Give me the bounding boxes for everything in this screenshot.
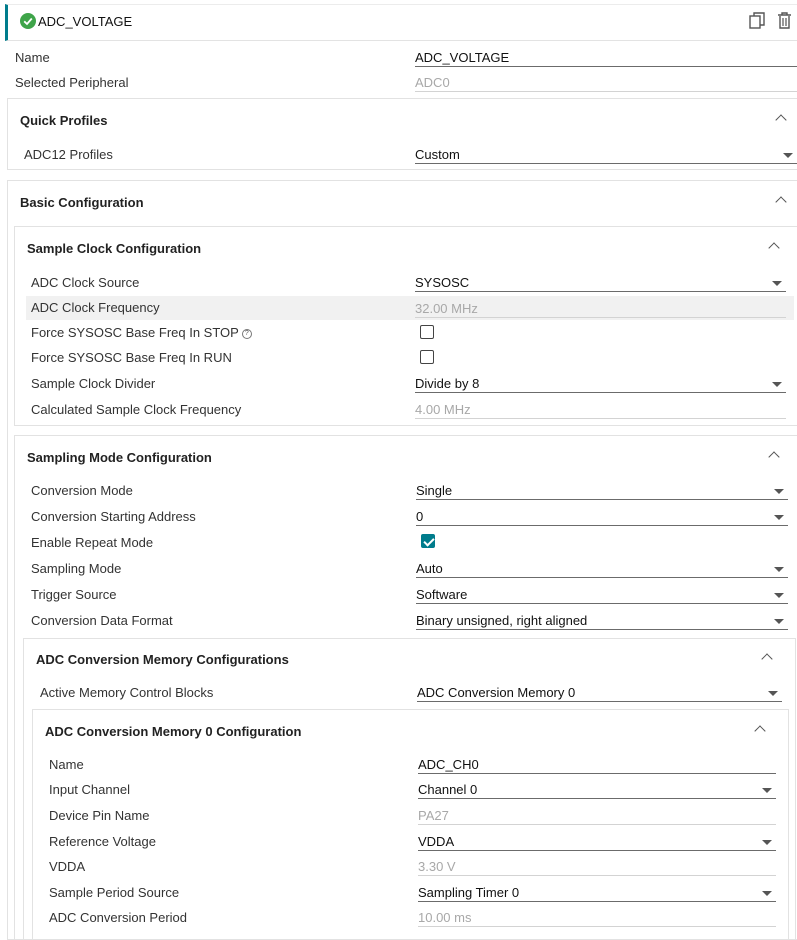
device-pin-label: Device Pin Name — [49, 808, 150, 823]
sampling-mode-title[interactable]: Sampling Mode Configuration — [27, 450, 212, 465]
chevron-down-icon — [774, 489, 784, 494]
peripheral-field — [415, 72, 797, 92]
trigger-value: Software — [416, 587, 468, 602]
start-addr-select[interactable] — [416, 506, 788, 526]
period-source-value: Sampling Timer 0 — [418, 885, 520, 900]
calc-freq-label: Calculated Sample Clock Frequency — [31, 402, 242, 417]
clock-source-value: SYSOSC — [415, 275, 470, 290]
mem0-name-field[interactable] — [418, 754, 776, 774]
format-label: Conversion Data Format — [31, 613, 173, 628]
format-select[interactable] — [416, 610, 788, 630]
clock-freq-label: ADC Clock Frequency — [31, 300, 160, 315]
start-addr-value: 0 — [416, 509, 424, 524]
calc-freq-value: 4.00 MHz — [415, 402, 471, 417]
adc12-profiles-select[interactable] — [415, 144, 797, 164]
conv-mode-value: Single — [416, 483, 453, 498]
conv-mode-select[interactable] — [416, 480, 788, 500]
clock-freq-value: 32.00 MHz — [415, 301, 478, 316]
device-pin-field — [418, 805, 776, 825]
divider-value: Divide by 8 — [415, 376, 480, 391]
input-channel-select[interactable] — [418, 779, 776, 799]
clock-source-select[interactable] — [415, 272, 786, 292]
device-pin-value: PA27 — [418, 808, 449, 823]
adc12-profiles-value: Custom — [415, 147, 460, 162]
conv-period-field — [418, 907, 776, 927]
basic-config-title[interactable]: Basic Configuration — [20, 195, 144, 210]
instance-title: ADC_VOLTAGE — [38, 14, 133, 29]
vdda-field — [418, 856, 776, 876]
sampling-label: Sampling Mode — [31, 561, 122, 576]
start-addr-label: Conversion Starting Address — [31, 509, 196, 524]
chevron-down-icon — [774, 619, 784, 624]
period-source-label: Sample Period Source — [49, 885, 180, 900]
active-blocks-select[interactable] — [417, 682, 782, 702]
repeat-label: Enable Repeat Mode — [31, 535, 154, 550]
force-stop-label — [31, 325, 252, 340]
chevron-down-icon — [772, 281, 782, 286]
sampling-value: Auto — [416, 561, 443, 576]
input-channel-label: Input Channel — [49, 782, 130, 797]
chevron-down-icon — [774, 567, 784, 572]
calc-freq-field — [415, 399, 786, 419]
peripheral-value: ADC0 — [415, 75, 450, 90]
memory0-title[interactable]: ADC Conversion Memory 0 Configuration — [45, 724, 302, 739]
chevron-down-icon — [774, 593, 784, 598]
chevron-down-icon — [772, 382, 782, 387]
conv-period-value: 10.00 ms — [418, 910, 472, 925]
name-label: Name — [15, 50, 50, 65]
mem0-name-value: ADC_CH0 — [418, 757, 479, 772]
trash-icon[interactable] — [777, 12, 792, 29]
help-icon[interactable]: ? — [242, 329, 252, 339]
vdda-value: 3.30 V — [418, 859, 456, 874]
chevron-down-icon — [783, 153, 793, 158]
name-value: ADC_VOLTAGE — [415, 50, 510, 65]
force-run-label: Force SYSOSC Base Freq In RUN — [31, 350, 232, 365]
format-value: Binary unsigned, right aligned — [416, 613, 588, 628]
force-run-checkbox[interactable] — [420, 350, 434, 364]
divider-label: Sample Clock Divider — [31, 376, 156, 391]
config-header — [5, 4, 797, 41]
copy-icon[interactable] — [749, 12, 766, 29]
ref-voltage-label: Reference Voltage — [49, 834, 156, 849]
ref-voltage-select[interactable] — [418, 831, 776, 851]
sample-clock-title[interactable]: Sample Clock Configuration — [27, 241, 202, 256]
force-stop-checkbox[interactable] — [420, 325, 434, 339]
vdda-label: VDDA — [49, 859, 86, 874]
check-circle-icon — [20, 13, 36, 29]
name-field[interactable] — [415, 47, 797, 67]
chevron-down-icon — [774, 515, 784, 520]
sampling-select[interactable] — [416, 558, 788, 578]
force-stop-text: Force SYSOSC Base Freq In STOP — [31, 325, 239, 340]
clock-source-label: ADC Clock Source — [31, 275, 140, 290]
chevron-down-icon — [762, 891, 772, 896]
ref-voltage-value: VDDA — [418, 834, 455, 849]
memory-configs-title[interactable]: ADC Conversion Memory Configurations — [36, 652, 289, 667]
conv-period-label: ADC Conversion Period — [49, 910, 188, 925]
trigger-label: Trigger Source — [31, 587, 117, 602]
input-channel-value: Channel 0 — [418, 782, 478, 797]
trigger-select[interactable] — [416, 584, 788, 604]
chevron-down-icon — [762, 840, 772, 845]
active-blocks-label: Active Memory Control Blocks — [40, 685, 214, 700]
active-blocks-value: ADC Conversion Memory 0 — [417, 685, 576, 700]
chevron-down-icon — [768, 691, 778, 696]
mem0-name-label: Name — [49, 757, 84, 772]
conv-mode-label: Conversion Mode — [31, 483, 133, 498]
peripheral-label: Selected Peripheral — [15, 75, 129, 90]
quick-profiles-title[interactable]: Quick Profiles — [20, 113, 108, 128]
clock-freq-field — [415, 298, 786, 318]
adc12-profiles-label: ADC12 Profiles — [24, 147, 113, 162]
repeat-checkbox[interactable] — [421, 534, 435, 548]
chevron-down-icon — [762, 788, 772, 793]
period-source-select[interactable] — [418, 882, 776, 902]
divider-select[interactable] — [415, 373, 786, 393]
